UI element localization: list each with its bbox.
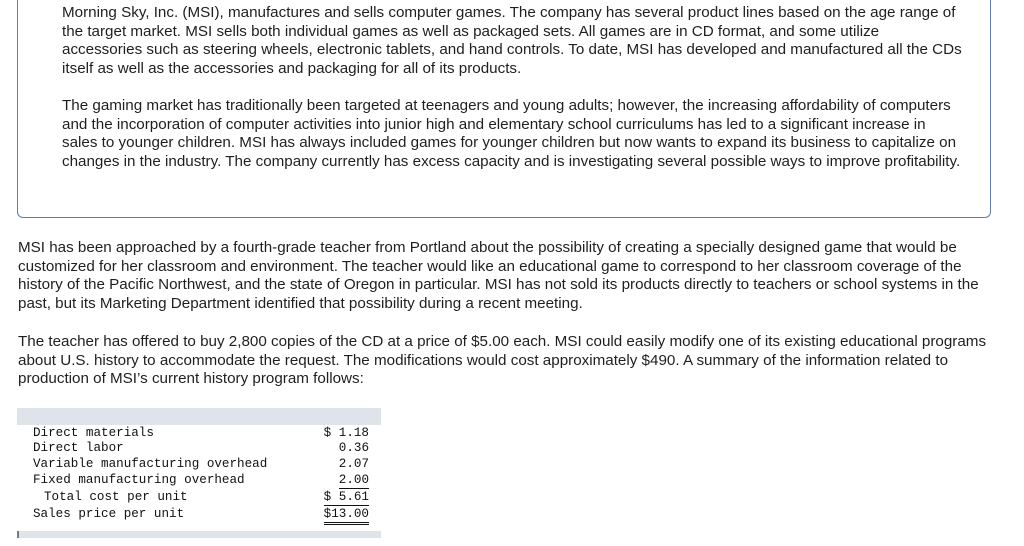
row-label: Fixed manufacturing overhead — [33, 473, 245, 487]
table-row-total — [17, 489, 381, 505]
table-header-bar — [17, 408, 381, 425]
row-value: 2.00 — [338, 473, 369, 487]
row-value: $ 1.18 — [323, 426, 369, 440]
cost-summary-table — [17, 408, 381, 538]
row-value: 2.07 — [338, 457, 369, 471]
row-label: Direct materials — [33, 426, 154, 440]
table-row — [17, 456, 381, 472]
row-label: Direct labor — [33, 441, 124, 455]
row-label: Total cost per unit — [44, 490, 188, 504]
row-value: 0.36 — [338, 441, 369, 455]
row-value: $ 5.61 — [323, 490, 369, 504]
intro-paragraph-1: Morning Sky, Inc. (MSI), manufactures and sells computer games. The company has several product lines based on the age range of the target market. MSI sells both individual games as well as packaged sets. All games are in CD format, and some utilize accessories such as steering wheels, electronic tablets, and hand controls. To date, MSI has developed and manufactured all the CDs itself as well as the accessories and packaging for all of its products. — [62, 4, 962, 77]
table-row — [17, 506, 381, 522]
table-footer-edge — [17, 531, 19, 538]
scenario-paragraph-2: The teacher has offered to buy 2,800 copies of the CD at a price of $5.00 each. MSI could easily modify one of its existing educational programs about U.S. history to accommodate the request. The modifications would cost approximately $490. A summary of the information related to production of MSI’s current history program follows: — [18, 333, 987, 388]
table-row — [17, 440, 381, 456]
scenario-paragraph-1: MSI has been approached by a fourth-grade teacher from Portland about the possibility of creating a specially designed game that would be customized for her classroom and environment. The teacher would like an educational game to correspond to her classroom coverage of the history of the Pacific Northwest, and the state of Oregon in particular. MSI has not sold its products directly to teachers or school systems in the past, but its Marketing Department identified that possibility during a recent meeting. — [18, 239, 979, 312]
intro-paragraph-2: The gaming market has traditionally been targeted at teenagers and young adults; however, the increasing affordability of computers and the incorporation of computer activities into junior high and elementary school curriculums has led to a significant increase in sales to younger children. MSI has always included games for younger children but now wants to expand its business to capitalize on changes in the industry. The company currently has excess capacity and is investigating several possible ways to improve profitability. — [62, 97, 961, 170]
table-row — [17, 472, 381, 488]
row-label: Sales price per unit — [33, 507, 185, 521]
table-footer-bar — [17, 531, 381, 538]
row-label: Variable manufacturing overhead — [33, 457, 268, 471]
table-row — [17, 425, 381, 441]
row-value: $13.00 — [324, 506, 369, 525]
